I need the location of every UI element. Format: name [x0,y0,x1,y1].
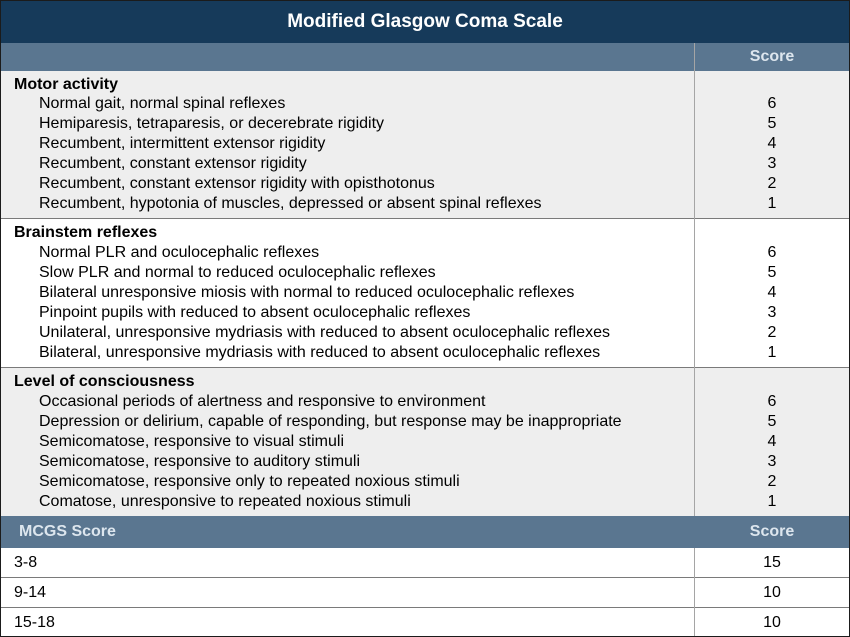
mcgs-header-score: Score [749,523,795,540]
item-label: Depression or delirium, capable of responding, but response may be inappropriate [39,413,622,430]
section-title: Brainstem reflexes [14,224,158,241]
item-label: Recumbent, intermittent extensor rigidity [39,135,326,152]
item-score: 3 [767,304,777,321]
list-item [1,134,849,154]
list-item [1,94,849,114]
mcgs-score: 10 [763,584,781,601]
mcgs-score: 15 [763,554,781,571]
list-item [1,243,849,263]
item-score: 6 [767,244,777,261]
mcgs-header-row [1,516,849,548]
mcgs-score: 10 [763,614,781,631]
item-label: Occasional periods of alertness and responsive to environment [39,393,486,410]
score-header-row [1,43,849,71]
item-label: Bilateral, unresponsive mydriasis with reduced to absent oculocephalic reflexes [39,344,601,361]
mcgs-range: 15-18 [14,614,55,631]
item-label: Bilateral unresponsive miosis with normal to reduced oculocephalic reflexes [39,284,575,301]
mcgs-range: 3-8 [14,554,38,571]
header-score-label: Score [749,48,795,65]
item-label: Recumbent, constant extensor rigidity with opisthotonus [39,175,435,192]
list-item [1,263,849,283]
table-row [1,548,849,578]
section-title: Motor activity [14,76,119,93]
item-score: 1 [767,493,777,510]
item-label: Normal gait, normal spinal reflexes [39,95,286,112]
table-title: Modified Glasgow Coma Scale [1,1,849,43]
mcgs-header-left: MCGS Score [19,523,116,540]
section-motor-activity [1,71,849,219]
list-item [1,283,849,303]
item-label: Pinpoint pupils with reduced to absent oculocephalic reflexes [39,304,471,321]
item-score: 5 [767,115,777,132]
table-row [1,578,849,608]
item-label: Unilateral, unresponsive mydriasis with reduced to absent oculocephalic reflexes [39,324,610,341]
list-item [1,194,849,214]
list-item [1,154,849,174]
section-level-of-consciousness [1,368,849,516]
list-item [1,472,849,492]
item-label: Recumbent, constant extensor rigidity [39,155,307,172]
table-row [1,608,849,637]
list-item [1,492,849,512]
item-label: Recumbent, hypotonia of muscles, depressed or absent spinal reflexes [39,195,542,212]
item-label: Semicomatose, responsive to auditory stimuli [39,453,361,470]
list-item [1,412,849,432]
item-label: Semicomatose, responsive only to repeated noxious stimuli [39,473,460,490]
item-score: 4 [767,135,777,152]
item-label: Hemiparesis, tetraparesis, or decerebrate rigidity [39,115,385,132]
list-item [1,174,849,194]
list-item [1,432,849,452]
item-score: 6 [767,393,777,410]
item-score: 6 [767,95,777,112]
section-brainstem-reflexes [1,219,849,368]
column-divider [694,43,695,516]
list-item [1,343,849,363]
item-label: Semicomatose, responsive to visual stimuli [39,433,345,450]
item-score: 5 [767,413,777,430]
item-label: Slow PLR and normal to reduced oculocephalic reflexes [39,264,436,281]
column-divider [694,548,695,636]
list-item [1,452,849,472]
list-item [1,303,849,323]
item-score: 1 [767,344,777,361]
item-score: 5 [767,264,777,281]
item-score: 1 [767,195,777,212]
list-item [1,323,849,343]
item-score: 2 [767,324,777,341]
item-score: 3 [767,155,777,172]
item-score: 4 [767,433,777,450]
item-label: Comatose, unresponsive to repeated noxious stimuli [39,493,411,510]
item-score: 4 [767,284,777,301]
item-score: 2 [767,473,777,490]
item-label: Normal PLR and oculocephalic reflexes [39,244,320,261]
list-item [1,392,849,412]
item-score: 2 [767,175,777,192]
mcgs-range: 9-14 [14,584,47,601]
item-score: 3 [767,453,777,470]
list-item [1,114,849,134]
section-title: Level of consciousness [14,373,195,390]
